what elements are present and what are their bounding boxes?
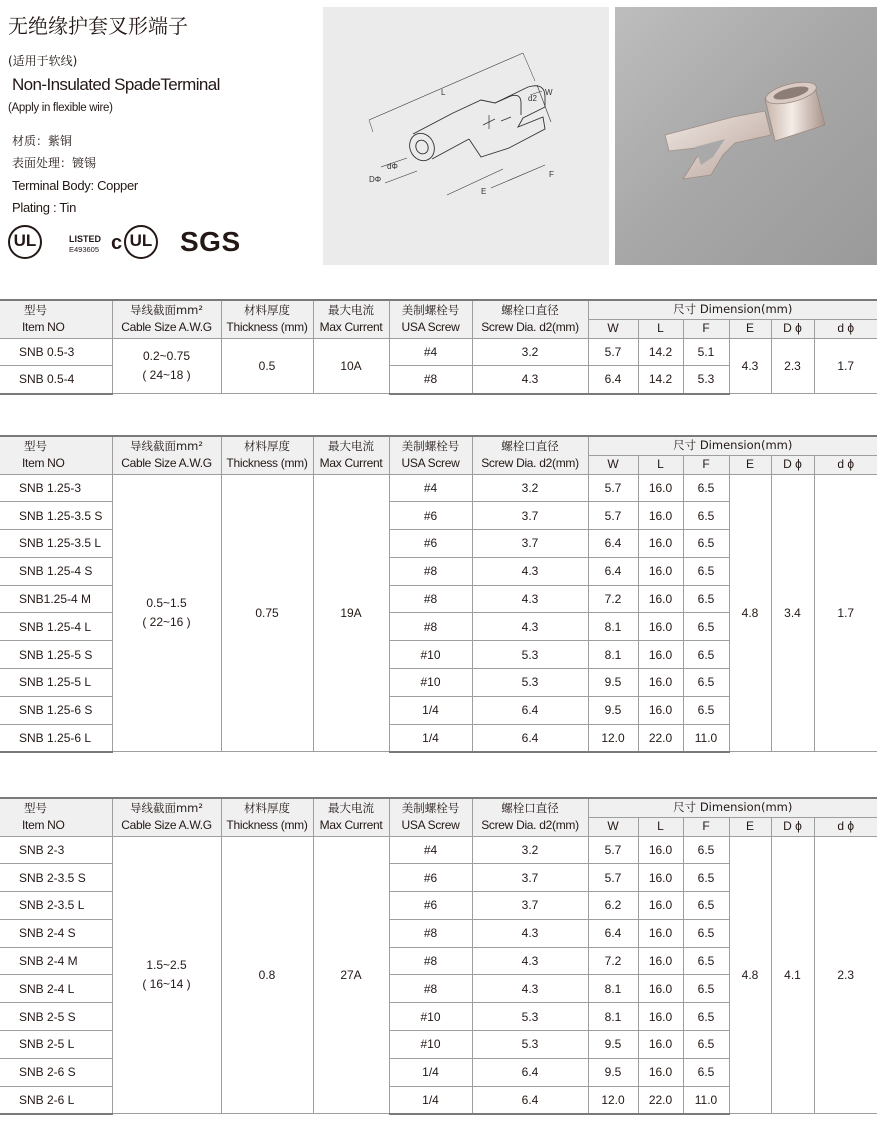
dim-d-outer: 3.4 [771, 474, 814, 752]
table-row [0, 836, 877, 864]
screw-dia: 3.7 [472, 530, 588, 558]
item-no: SNB 1.25-6 S [0, 696, 112, 724]
header-d-outer: D ϕ [771, 817, 814, 836]
item-no: SNB 1.25-5 L [0, 669, 112, 697]
header-screw: 美制螺栓号 USA Screw [389, 798, 472, 836]
screw-dia: 4.3 [472, 919, 588, 947]
thickness: 0.8 [221, 836, 313, 1114]
header-cable: 导线截面mm² Cable Size A.W.G [112, 436, 221, 474]
item-no: SNB 1.25-4 S [0, 557, 112, 585]
dim-w: 5.7 [588, 864, 638, 892]
page-title-en: Non-Insulated SpadeTerminal [12, 75, 220, 94]
spec-table-0-5 [0, 299, 877, 395]
dim-f: 6.5 [683, 892, 729, 920]
dim-w: 12.0 [588, 724, 638, 752]
spade-terminal-photo [615, 7, 877, 265]
dim-w: 5.7 [588, 836, 638, 864]
dim-l: 16.0 [638, 892, 683, 920]
header-item: 型号 Item NO [0, 798, 112, 836]
dim-l: 22.0 [638, 1086, 683, 1114]
dim-l: 14.2 [638, 338, 683, 366]
screw-dia: 3.2 [472, 836, 588, 864]
dim-f: 6.5 [683, 864, 729, 892]
dim-l: 16.0 [638, 975, 683, 1003]
usa-screw: 1/4 [389, 696, 472, 724]
screw-dia: 3.2 [472, 338, 588, 366]
dim-f: 6.5 [683, 502, 729, 530]
spade-terminal-drawing [323, 7, 609, 265]
dim-f: 11.0 [683, 724, 729, 752]
dim-d-inner: 1.7 [814, 338, 877, 394]
dim-line-F [491, 165, 545, 188]
usa-screw: #6 [389, 864, 472, 892]
screw-dia: 4.3 [472, 947, 588, 975]
screw-dia: 3.7 [472, 864, 588, 892]
page-title-cn: 无绝缘护套叉形端子 [8, 14, 188, 38]
usa-screw: 1/4 [389, 1086, 472, 1114]
usa-screw: 1/4 [389, 1058, 472, 1086]
header-thickness: 材料厚度 Thickness (mm) [221, 798, 313, 836]
header-dia: 螺栓口直径 Screw Dia. d2(mm) [472, 300, 588, 338]
header-thickness: 材料厚度 Thickness (mm) [221, 436, 313, 474]
spec-table-1-25 [0, 435, 877, 753]
header-cable: 导线截面mm² Cable Size A.W.G [112, 798, 221, 836]
dim-f: 6.5 [683, 530, 729, 558]
header-dia: 螺栓口直径 Screw Dia. d2(mm) [472, 798, 588, 836]
screw-dia: 6.4 [472, 696, 588, 724]
header-l: L [638, 817, 683, 836]
dim-l: 16.0 [638, 919, 683, 947]
item-no: SNB 1.25-4 L [0, 613, 112, 641]
dim-f: 6.5 [683, 669, 729, 697]
page-subtitle-cn: (适用于软线) [8, 54, 78, 68]
header-f: F [683, 319, 729, 338]
usa-screw: #8 [389, 919, 472, 947]
dim-w: 8.1 [588, 975, 638, 1003]
cul-logo: UL [124, 225, 158, 259]
usa-screw: #8 [389, 366, 472, 394]
listed-label: LISTED [69, 234, 102, 244]
dim-f: 6.5 [683, 585, 729, 613]
label-D: DΦ [369, 175, 382, 184]
item-no: SNB 2-6 L [0, 1086, 112, 1114]
dim-w: 7.2 [588, 947, 638, 975]
cable-size: 0.2~0.75 ( 24~18 ) [112, 338, 221, 394]
dim-e: 4.8 [729, 836, 771, 1114]
header-l: L [638, 455, 683, 474]
dim-l: 22.0 [638, 724, 683, 752]
item-no: SNB 1.25-3.5 L [0, 530, 112, 558]
usa-screw: #8 [389, 557, 472, 585]
max-current: 27A [313, 836, 389, 1114]
dim-line-L [369, 53, 523, 120]
dim-w: 9.5 [588, 696, 638, 724]
header-d-outer: D ϕ [771, 455, 814, 474]
usa-screw: #6 [389, 502, 472, 530]
item-no: SNB 1.25-6 L [0, 724, 112, 752]
dim-f: 5.1 [683, 338, 729, 366]
dim-l: 14.2 [638, 366, 683, 394]
usa-screw: #8 [389, 585, 472, 613]
dim-line-E [447, 169, 503, 195]
dim-d-inner: 2.3 [814, 836, 877, 1114]
header-d-outer: D ϕ [771, 319, 814, 338]
header-d-inner: d ϕ [814, 817, 877, 836]
dim-l: 16.0 [638, 836, 683, 864]
item-no: SNB 1.25-3 [0, 474, 112, 502]
screw-dia: 3.7 [472, 502, 588, 530]
dim-w: 6.4 [588, 557, 638, 585]
dim-w: 9.5 [588, 669, 638, 697]
screw-dia: 4.3 [472, 613, 588, 641]
dim-f: 6.5 [683, 919, 729, 947]
dim-l: 16.0 [638, 947, 683, 975]
fork-slot-top [495, 95, 521, 115]
barrel-end-outer [405, 129, 439, 165]
usa-screw: #8 [389, 947, 472, 975]
header-dimension: 尺寸 Dimension(mm) [588, 798, 877, 817]
header-e: E [729, 817, 771, 836]
cable-size: 0.5~1.5 ( 22~16 ) [112, 474, 221, 752]
dim-f: 6.5 [683, 613, 729, 641]
dim-l: 16.0 [638, 641, 683, 669]
header-l: L [638, 319, 683, 338]
barrel-body [413, 113, 469, 159]
screw-dia: 4.3 [472, 366, 588, 394]
header-screw: 美制螺栓号 USA Screw [389, 300, 472, 338]
header-item: 型号 Item NO [0, 300, 112, 338]
surface-treatment-cn: 表面处理：镀锡 [12, 156, 97, 170]
item-no: SNB 2-3.5 L [0, 892, 112, 920]
dim-w: 5.7 [588, 338, 638, 366]
usa-screw: #4 [389, 836, 472, 864]
dim-f: 6.5 [683, 1058, 729, 1086]
header-d-inner: d ϕ [814, 455, 877, 474]
dim-l: 16.0 [638, 1003, 683, 1031]
dim-l: 16.0 [638, 669, 683, 697]
screw-dia: 3.2 [472, 474, 588, 502]
item-no: SNB 2-5 L [0, 1031, 112, 1059]
usa-screw: #6 [389, 530, 472, 558]
screw-dia: 5.3 [472, 1003, 588, 1031]
max-current: 19A [313, 474, 389, 752]
item-no: SNB 2-4 L [0, 975, 112, 1003]
dim-w: 6.4 [588, 530, 638, 558]
screw-dia: 6.4 [472, 724, 588, 752]
item-no: SNB 2-4 M [0, 947, 112, 975]
label-E: E [481, 187, 487, 196]
item-no: SNB 2-3.5 S [0, 864, 112, 892]
dim-l: 16.0 [638, 530, 683, 558]
item-no: SNB 2-6 S [0, 1058, 112, 1086]
thickness: 0.75 [221, 474, 313, 752]
label-L: L [441, 88, 446, 97]
screw-dia: 4.3 [472, 557, 588, 585]
usa-screw: #8 [389, 613, 472, 641]
screw-dia: 6.4 [472, 1086, 588, 1114]
table-row [0, 474, 877, 502]
header-screw: 美制螺栓号 USA Screw [389, 436, 472, 474]
dim-w: 8.1 [588, 1003, 638, 1031]
label-W: W [545, 88, 553, 97]
item-no: SNB 0.5-3 [0, 338, 112, 366]
dim-f: 6.5 [683, 1003, 729, 1031]
header-current: 最大电流 Max Current [313, 300, 389, 338]
header-d-inner: d ϕ [814, 319, 877, 338]
dim-d-outer: 4.1 [771, 836, 814, 1114]
sgs-logo: SGS [180, 226, 241, 257]
fork-slot-inner [501, 117, 511, 121]
header-w: W [588, 817, 638, 836]
label-d: dΦ [387, 162, 398, 171]
dim-d-inner: 1.7 [814, 474, 877, 752]
plating-en: Plating : Tin [12, 200, 77, 215]
dim-f: 11.0 [683, 1086, 729, 1114]
usa-screw: #4 [389, 474, 472, 502]
header-w: W [588, 455, 638, 474]
table-row [0, 338, 877, 366]
header-current: 最大电流 Max Current [313, 436, 389, 474]
header-f: F [683, 817, 729, 836]
screw-dia: 4.3 [472, 975, 588, 1003]
header-e: E [729, 319, 771, 338]
usa-screw: #8 [389, 975, 472, 1003]
usa-screw: #6 [389, 892, 472, 920]
screw-dia: 6.4 [472, 1058, 588, 1086]
max-current: 10A [313, 338, 389, 394]
dim-w: 7.2 [588, 585, 638, 613]
dim-f: 5.3 [683, 366, 729, 394]
item-no: SNB1.25-4 M [0, 585, 112, 613]
item-no: SNB 0.5-4 [0, 366, 112, 394]
center-crosshair [483, 115, 495, 129]
screw-dia: 5.3 [472, 669, 588, 697]
dim-w: 6.2 [588, 892, 638, 920]
dim-w: 5.7 [588, 474, 638, 502]
dim-l: 16.0 [638, 585, 683, 613]
dim-f: 6.5 [683, 1031, 729, 1059]
dim-w: 8.1 [588, 641, 638, 669]
dim-d-outer: 2.3 [771, 338, 814, 394]
usa-screw: #10 [389, 669, 472, 697]
item-no: SNB 2-5 S [0, 1003, 112, 1031]
dim-w: 6.4 [588, 919, 638, 947]
dim-w: 6.4 [588, 366, 638, 394]
dim-l: 16.0 [638, 696, 683, 724]
dim-e: 4.3 [729, 338, 771, 394]
item-no: SNB 1.25-5 S [0, 641, 112, 669]
dim-l: 16.0 [638, 864, 683, 892]
cul-c-mark: c [111, 232, 123, 254]
item-no: SNB 1.25-3.5 S [0, 502, 112, 530]
dim-ext-L [369, 53, 535, 132]
screw-dia: 5.3 [472, 641, 588, 669]
header-item: 型号 Item NO [0, 436, 112, 474]
usa-screw: #10 [389, 641, 472, 669]
item-no: SNB 2-3 [0, 836, 112, 864]
thickness: 0.5 [221, 338, 313, 394]
screw-dia: 5.3 [472, 1031, 588, 1059]
dim-w: 9.5 [588, 1058, 638, 1086]
dim-w: 8.1 [588, 613, 638, 641]
technical-drawing [323, 7, 609, 265]
dim-l: 16.0 [638, 1031, 683, 1059]
header-f: F [683, 455, 729, 474]
header-current: 最大电流 Max Current [313, 798, 389, 836]
dim-l: 16.0 [638, 557, 683, 585]
item-no: SNB 2-4 S [0, 919, 112, 947]
usa-screw: 1/4 [389, 724, 472, 752]
spec-table-2 [0, 797, 877, 1115]
ul-logo: UL [8, 225, 42, 259]
label-d2: d2 [528, 94, 537, 103]
dim-l: 16.0 [638, 613, 683, 641]
certification-logos [6, 222, 246, 264]
header-cable: 导线截面mm² Cable Size A.W.G [112, 300, 221, 338]
screw-dia: 4.3 [472, 585, 588, 613]
dim-l: 16.0 [638, 502, 683, 530]
dim-e: 4.8 [729, 474, 771, 752]
dim-w: 5.7 [588, 502, 638, 530]
material-en: Terminal Body: Copper [12, 178, 138, 193]
barrel-end-inner [414, 138, 431, 156]
cable-size: 1.5~2.5 ( 16~14 ) [112, 836, 221, 1114]
listed-number: E493605 [69, 245, 100, 254]
dim-f: 6.5 [683, 474, 729, 502]
label-F: F [549, 170, 554, 179]
header-dia: 螺栓口直径 Screw Dia. d2(mm) [472, 436, 588, 474]
dim-l: 16.0 [638, 1058, 683, 1086]
dim-f: 6.5 [683, 696, 729, 724]
dim-f: 6.5 [683, 641, 729, 669]
header-dimension: 尺寸 Dimension(mm) [588, 300, 877, 319]
dim-w: 9.5 [588, 1031, 638, 1059]
header-thickness: 材料厚度 Thickness (mm) [221, 300, 313, 338]
header-dimension: 尺寸 Dimension(mm) [588, 436, 877, 455]
header-w: W [588, 319, 638, 338]
product-photo [615, 7, 877, 265]
dim-w: 12.0 [588, 1086, 638, 1114]
material-cn: 材质：紫铜 [12, 134, 73, 148]
usa-screw: #10 [389, 1031, 472, 1059]
dim-f: 6.5 [683, 557, 729, 585]
dim-f: 6.5 [683, 975, 729, 1003]
header-e: E [729, 455, 771, 474]
dim-f: 6.5 [683, 947, 729, 975]
usa-screw: #4 [389, 338, 472, 366]
screw-dia: 3.7 [472, 892, 588, 920]
dim-f: 6.5 [683, 836, 729, 864]
page-subtitle-en: (Apply in flexible wire) [8, 102, 113, 114]
dim-l: 16.0 [638, 474, 683, 502]
usa-screw: #10 [389, 1003, 472, 1031]
